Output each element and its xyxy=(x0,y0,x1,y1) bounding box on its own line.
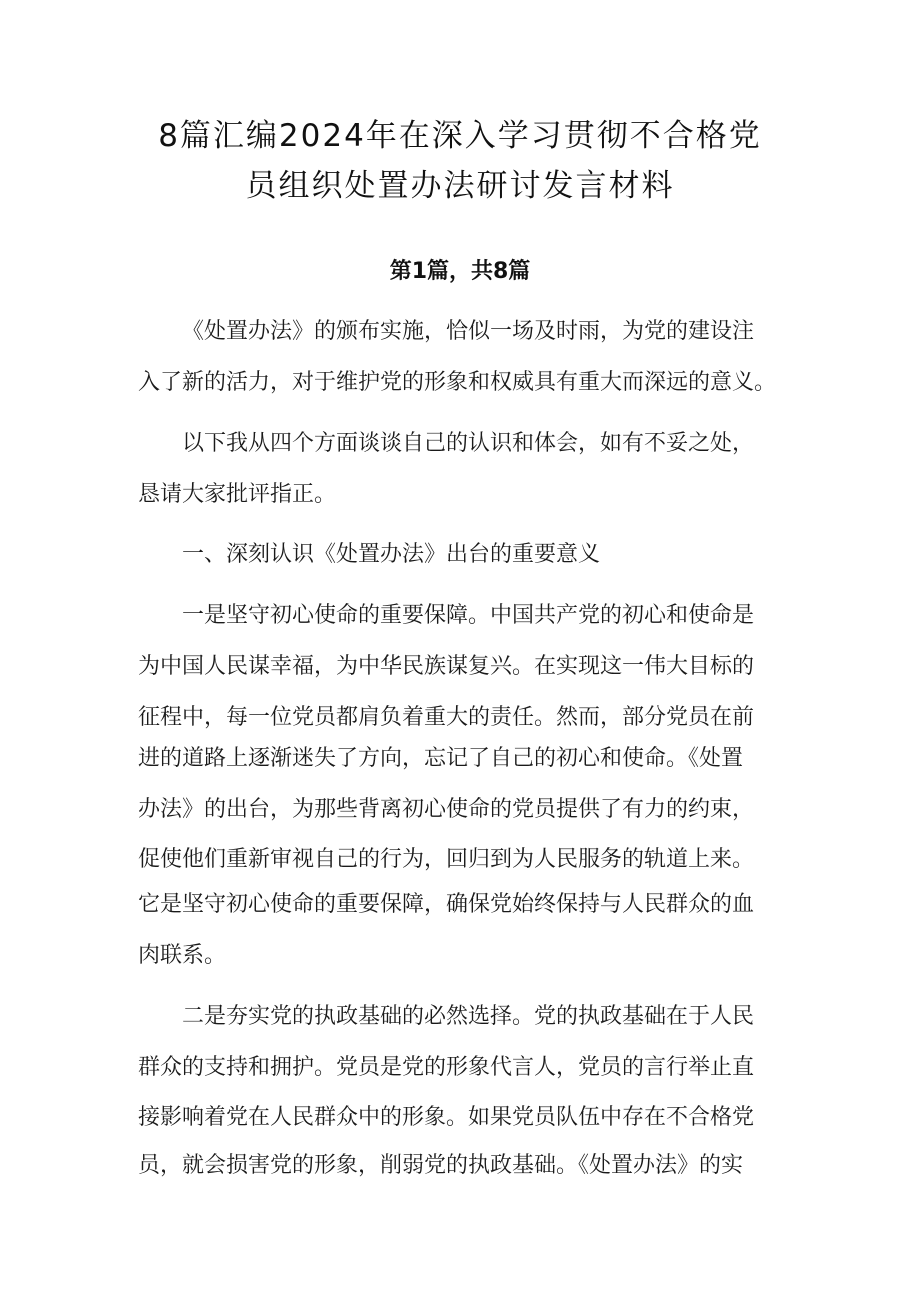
document-title-line-2: 员组织处置办法研讨发言材料 xyxy=(245,168,675,204)
paragraph-line: 为中国人民谋幸福，为中华民族谋复兴。在实现这一伟大目标的 xyxy=(138,654,755,679)
paragraph-line: 以下我从四个方面谈谈自己的认识和体会，如有不妥之处， xyxy=(182,431,755,456)
paragraph-line: 《处置办法》的颁布实施，恰似一场及时雨，为党的建设注 xyxy=(182,319,755,344)
paragraph-line: 二是夯实党的执政基础的必然选择。党的执政基础在于人民 xyxy=(182,1004,755,1029)
paragraph-line: 办法》的出台，为那些背离初心使命的党员提供了有力的约束， xyxy=(138,797,755,822)
paragraph-line: 入了新的活力，对于维护党的形象和权威具有重大而深远的意义。 xyxy=(138,370,777,395)
section-heading: 一、深刻认识《处置办法》出台的重要意义 xyxy=(182,542,601,567)
paragraph-line: 进的道路上逐渐迷失了方向，忘记了自己的初心和使命。《处置 xyxy=(138,746,744,771)
paragraph-line: 促使他们重新审视自己的行为，回归到为人民服务的轨道上来。 xyxy=(138,847,755,872)
paragraph-line: 它是坚守初心使命的重要保障，确保党始终保持与人民群众的血 xyxy=(138,892,755,917)
document-title-line-1: 8篇汇编2024年在深入学习贯彻不合格党 xyxy=(158,118,762,154)
paragraph-line: 员，就会损害党的形象，削弱党的执政基础。《处置办法》的实 xyxy=(138,1153,744,1178)
paragraph-line: 接影响着党在人民群众中的形象。如果党员队伍中存在不合格党 xyxy=(138,1105,755,1130)
paragraph-line: 一是坚守初心使命的重要保障。中国共产党的初心和使命是 xyxy=(182,603,755,628)
paragraph-line: 征程中，每一位党员都肩负着重大的责任。然而，部分党员在前 xyxy=(138,705,755,730)
paragraph-line: 群众的支持和拥护。党员是党的形象代言人，党员的言行举止直 xyxy=(138,1055,755,1080)
part-indicator: 第1篇，共8篇 xyxy=(389,259,531,284)
paragraph-line: 恳请大家批评指正。 xyxy=(138,482,337,507)
paragraph-line: 肉联系。 xyxy=(138,943,227,968)
